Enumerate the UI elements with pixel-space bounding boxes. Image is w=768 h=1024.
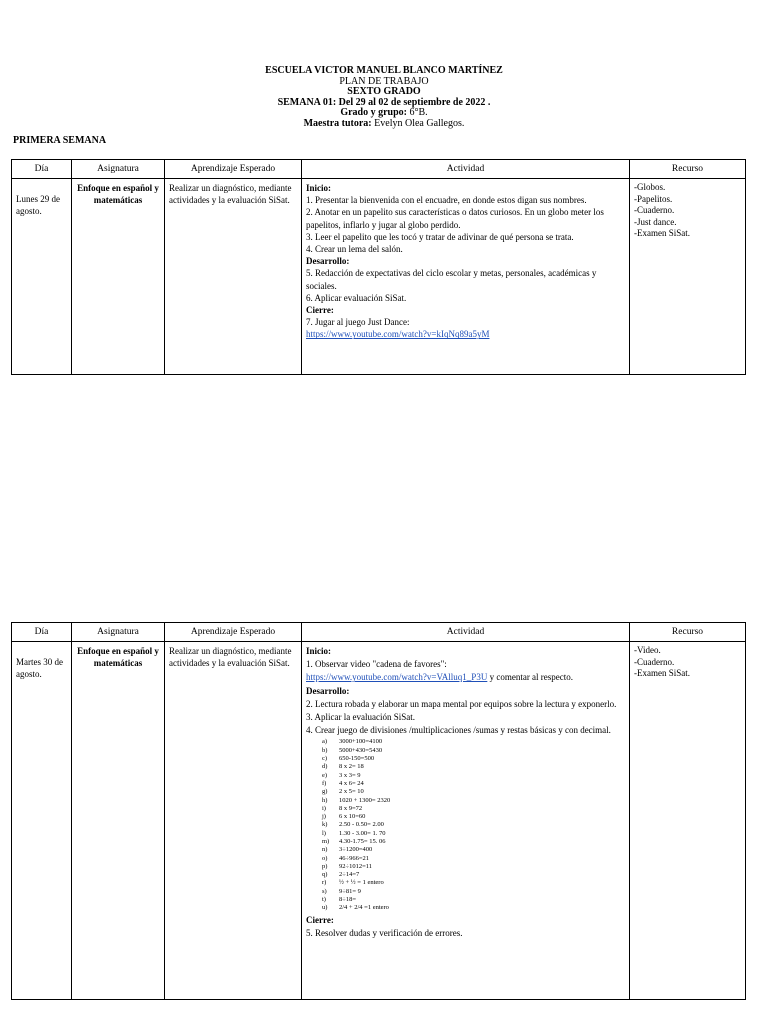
table-header-row <box>12 160 746 179</box>
col-header-activity: Actividad <box>302 623 630 642</box>
operation-value: 9÷81= 9 <box>339 887 361 895</box>
operation-value: 650-150=500 <box>339 755 375 763</box>
operation-key: a) <box>322 738 328 746</box>
desarrollo-label: Desarrollo: <box>306 685 350 696</box>
operation-key: e) <box>322 771 328 779</box>
col-header-day: Día <box>12 160 72 179</box>
just-dance-link[interactable]: https://www.youtube.com/watch?v=kIqNq89a5yM <box>306 329 490 340</box>
resource-item: -Globos. <box>634 182 666 192</box>
list-item <box>322 904 625 912</box>
activity-item: 5. Redacción de expectativas del ciclo escolar y metas, personales, académicas y sociales. <box>306 268 597 291</box>
operation-value: 1020 + 1300= 2320 <box>339 796 391 804</box>
list-item <box>322 755 625 763</box>
col-header-resource: Recurso <box>630 160 746 179</box>
operations-list <box>306 738 625 912</box>
resource-item: -Examen SiSat. <box>634 228 690 238</box>
activity-cell <box>302 179 630 375</box>
col-header-activity: Actividad <box>302 160 630 179</box>
activity-cell <box>302 642 630 1000</box>
resource-item: -Cuaderno. <box>634 656 675 667</box>
group-label: Grado y grupo: <box>340 107 407 118</box>
operation-key: o) <box>322 854 328 862</box>
group-value: 6°B. <box>407 107 428 118</box>
operation-value: 2÷14=7 <box>339 871 360 879</box>
cadena-favores-link[interactable]: https://www.youtube.com/watch?v=VAlluq1_P3U <box>306 672 488 683</box>
teacher-label: Maestra tutora: <box>303 117 372 129</box>
list-item <box>322 871 625 879</box>
subject-cell: Enfoque en español y matemáticas <box>72 179 165 375</box>
operation-value: 3÷1200=400 <box>339 846 373 854</box>
subject-cell: Enfoque en español y matemáticas <box>72 642 165 1000</box>
table-row <box>12 642 746 1000</box>
cierre-label: Cierre: <box>306 914 334 925</box>
col-header-subject: Asignatura <box>72 160 165 179</box>
plan-table-monday <box>11 159 746 375</box>
cierre-label: Cierre: <box>306 305 334 316</box>
resource-item: -Video. <box>634 645 661 655</box>
resource-item: -Just dance. <box>634 216 677 227</box>
table-header-row <box>12 623 746 642</box>
activity-item: 4. Crear juego de divisiones /multiplicaciones /sumas y restas básicas y con decimal. <box>306 725 611 736</box>
list-item <box>322 797 625 805</box>
list-item <box>322 747 625 755</box>
list-item <box>322 896 625 904</box>
week-label: PRIMERA SEMANA <box>13 135 107 146</box>
operation-value: 92÷1012=11 <box>339 862 372 870</box>
operation-value: 3 x 3= 9 <box>339 771 361 779</box>
operation-key: h) <box>322 796 328 804</box>
resource-item: -Cuaderno. <box>634 205 675 215</box>
activity-item: 4. Crear un lema del salón. <box>306 244 403 255</box>
list-item <box>322 846 625 854</box>
operation-key: m) <box>322 837 330 845</box>
operation-value: 4 x 6= 24 <box>339 779 364 787</box>
operation-key: l) <box>322 829 326 837</box>
teacher-value: Evelyn Olea Gallegos. <box>371 117 465 129</box>
col-header-learning: Aprendizaje Esperado <box>165 160 302 179</box>
operation-value: 4.30-1.75= 15. 06 <box>339 837 386 845</box>
list-item <box>322 830 625 838</box>
list-item <box>322 805 625 813</box>
operation-value: 5000+430=5430 <box>339 746 383 754</box>
activity-item-tail: y comentar al respecto. <box>487 672 574 683</box>
operation-key: u) <box>322 904 328 912</box>
col-header-day: Día <box>12 623 72 642</box>
operation-value: 46÷966=21 <box>339 854 369 862</box>
operation-key: p) <box>322 862 328 870</box>
col-header-subject: Asignatura <box>72 623 165 642</box>
operation-key: r) <box>322 879 327 887</box>
operation-key: g) <box>322 788 328 796</box>
table-row <box>12 179 746 375</box>
operation-key: b) <box>322 746 328 754</box>
document-header <box>0 66 768 129</box>
plan-table-tuesday <box>11 622 746 1000</box>
list-item <box>322 772 625 780</box>
operation-value: ½ + ½ = 1 entero <box>339 879 384 887</box>
day-cell: Martes 30 de agosto. <box>12 642 72 1000</box>
activity-item: 2. Anotar en un papelito sus características o datos curiosos. En un globo meter los papelitos, inflarlo y jugar al globo perdido. <box>306 207 604 230</box>
list-item <box>322 879 625 887</box>
list-item <box>322 888 625 896</box>
operation-value: 2 x 5= 10 <box>339 788 364 796</box>
resource-item: -Papelitos. <box>634 193 673 204</box>
operation-key: k) <box>322 821 328 829</box>
list-item <box>322 813 625 821</box>
desarrollo-label: Desarrollo: <box>306 256 350 267</box>
list-item <box>322 738 625 746</box>
activity-item: 2. Lectura robada y elaborar un mapa mental por equipos sobre la lectura y exponerlo. <box>306 698 617 709</box>
operation-value: 2/4 + 2/4 =1 entero <box>339 904 389 912</box>
col-header-learning: Aprendizaje Esperado <box>165 623 302 642</box>
resource-cell <box>630 642 746 1000</box>
learning-cell: Realizar un diagnóstico, mediante actividades y la evaluación SiSat. <box>165 179 302 375</box>
operation-key: i) <box>322 804 326 812</box>
operation-key: f) <box>322 779 327 787</box>
list-item <box>322 780 625 788</box>
list-item <box>322 855 625 863</box>
activity-item: 1. Presentar la bienvenida con el encuadre, en donde estos digan sus nombres. <box>306 195 587 206</box>
operation-value: 3000+100=4100 <box>339 738 383 746</box>
list-item <box>322 763 625 771</box>
resource-item: -Examen SiSat. <box>634 668 690 678</box>
list-item <box>322 838 625 846</box>
operation-value: 8 x 2= 18 <box>339 763 364 771</box>
operation-value: 2.50 - 0.50= 2.00 <box>339 821 384 829</box>
activity-item: 5. Resolver dudas y verificación de errores. <box>306 927 463 938</box>
day-cell: Lunes 29 de agosto. <box>12 179 72 375</box>
list-item <box>322 788 625 796</box>
operation-value: 8÷18= <box>339 896 356 904</box>
operation-key: s) <box>322 887 327 895</box>
operation-key: j) <box>322 813 326 821</box>
learning-cell: Realizar un diagnóstico, mediante actividades y la evaluación SiSat. <box>165 642 302 1000</box>
activity-item: 6. Aplicar evaluación SiSat. <box>306 292 407 303</box>
operation-key: d) <box>322 763 328 771</box>
activity-item: 7. Jugar al juego Just Dance: <box>306 317 410 328</box>
resource-cell <box>630 179 746 375</box>
operation-key: q) <box>322 871 328 879</box>
list-item <box>322 821 625 829</box>
inicio-label: Inicio: <box>306 183 332 193</box>
week-range: SEMANA 01: Del 29 al 02 de septiembre de 2022 . <box>277 96 491 108</box>
activity-item: 3. Leer el papelito que les tocó y tratar de adivinar de qué persona se trata. <box>306 231 574 242</box>
activity-item: 1. Observar video "cadena de favores": <box>306 659 447 670</box>
inicio-label: Inicio: <box>306 646 332 656</box>
activity-item: 3. Aplicar la evaluación SiSat. <box>306 712 415 723</box>
school-name: ESCUELA VICTOR MANUEL BLANCO MARTÍNEZ <box>265 65 503 76</box>
list-item <box>322 863 625 871</box>
col-header-resource: Recurso <box>630 623 746 642</box>
operation-value: 1.30 - 3.00= 1. 70 <box>339 829 386 837</box>
operation-key: t) <box>322 896 326 904</box>
operation-value: 8 x 9=72 <box>339 804 363 812</box>
grade-title: SEXTO GRADO <box>347 86 421 97</box>
operation-value: 6 x 10=60 <box>339 813 366 821</box>
operation-key: n) <box>322 846 328 854</box>
plan-title: PLAN DE TRABAJO <box>339 75 429 87</box>
operation-key: c) <box>322 755 328 763</box>
